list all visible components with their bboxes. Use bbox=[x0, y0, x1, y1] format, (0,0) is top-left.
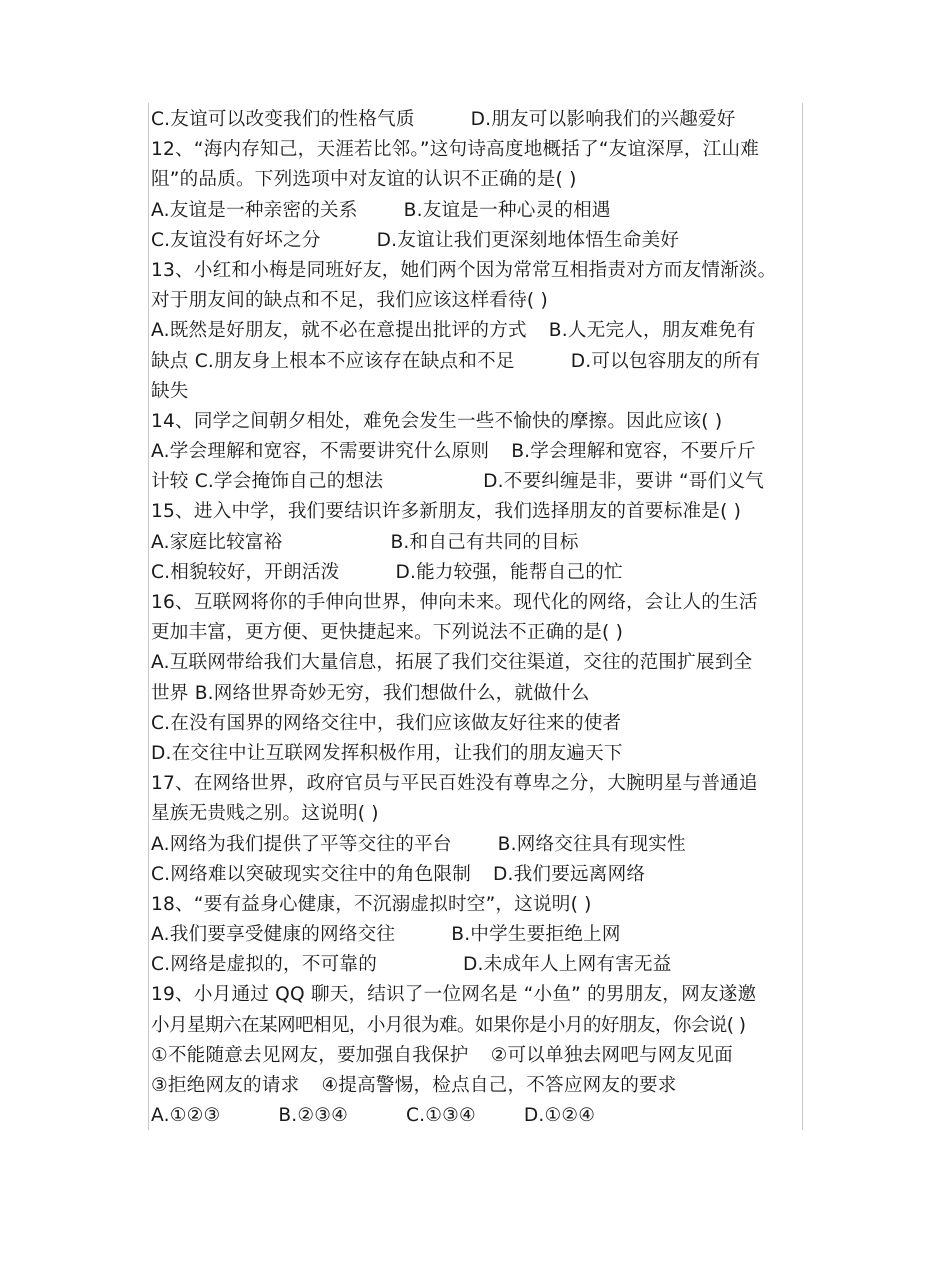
question-12-options-cd: C.友谊没有好坏之分 D.友谊让我们更深刻地体悟生命美好 bbox=[151, 229, 680, 251]
question-19-options: A.①②③ B.②③④ C.①③④ D.①②④ bbox=[151, 1105, 596, 1127]
text-line bbox=[151, 105, 803, 135]
question-19-stem-line-2: 小月星期六在某网吧相见，小月很为难。如果你是小月的好朋友，你会说( ) bbox=[151, 1014, 746, 1036]
question-16-option-c: C.在没有国界的网络交往中，我们应该做友好往来的使者 bbox=[151, 712, 622, 734]
question-14-options-line-1: A.学会理解和宽容，不需要讲究什么原则 B.学会理解和宽容，不要斤斤 bbox=[151, 441, 756, 463]
question-17-stem-line-2: 星族无贵贱之别。这说明( ) bbox=[151, 803, 379, 825]
question-18-stem: 18、“要有益身心健康，不沉溺虚拟时空”，这说明( ) bbox=[151, 893, 592, 915]
question-16-option-d: D.在交往中让互联网发挥积极作用，让我们的朋友遍天下 bbox=[151, 742, 623, 764]
question-19-statements-34: ③拒绝网友的请求 ④提高警惕，检点自己，不答应网友的要求 bbox=[151, 1075, 677, 1096]
question-13-stem-line-1: 13、小红和小梅是同班好友，她们两个因为常常互相指责对方而友情渐淡。 bbox=[151, 259, 777, 281]
question-13-options-line-2: 缺点 C.朋友身上根本不应该存在缺点和不足 D.可以包容朋友的所有 bbox=[151, 350, 761, 372]
question-12-stem-line-1: 12、“海内存知己，天涯若比邻。”这句诗高度地概括了“友谊深厚，江山难 bbox=[151, 139, 760, 161]
question-16-option-b: 世界 B.网络世界奇妙无穷，我们想做什么，就做什么 bbox=[151, 682, 590, 704]
option-d: D.朋友可以影响我们的兴趣爱好 bbox=[470, 109, 736, 130]
question-13-options-line-1: A.既然是好朋友，就不必在意提出批评的方式 B.人无完人，朋友难免有 bbox=[151, 320, 756, 342]
question-14-stem: 14、同学之间朝夕相处，难免会发生一些不愉快的摩擦。因此应该( ) bbox=[151, 410, 723, 432]
question-19-stem-line-1: 19、小月通过 QQ 聊天，结识了一位网名是 “小鱼” 的男朋友，网友遂邀 bbox=[151, 984, 757, 1006]
question-text-block bbox=[151, 105, 803, 1131]
question-17-options-cd: C.网络难以突破现实交往中的角色限制 D.我们要远离网络 bbox=[151, 863, 646, 885]
question-18-options-ab: A.我们要享受健康的网络交往 B.中学生要拒绝上网 bbox=[151, 924, 621, 946]
question-13-options-line-3: 缺失 bbox=[151, 380, 189, 402]
left-margin-rule bbox=[148, 103, 149, 1130]
question-19-statements-12: ①不能随意去见网友，要加强自我保护 ②可以单独去网吧与网友见面 bbox=[151, 1044, 733, 1066]
question-16-stem-line-2: 更加丰富，更方便、更快捷起来。下列说法不正确的是( ) bbox=[151, 622, 624, 644]
question-13-stem-line-2: 对于朋友间的缺点和不足，我们应该这样看待( ) bbox=[151, 290, 548, 312]
option-c: C.友谊可以改变我们的性格气质 bbox=[151, 109, 415, 130]
question-17-stem-line-1: 17、在网络世界，政府官员与平民百姓没有尊卑之分，大腕明星与普通追 bbox=[151, 773, 758, 795]
question-15-stem: 15、进入中学，我们要结识许多新朋友，我们选择朋友的首要标准是( ) bbox=[151, 501, 742, 523]
question-16-stem-line-1: 16、互联网将你的手伸向世界，伸向未来。现代化的网络，会让人的生活 bbox=[151, 592, 758, 613]
question-12-options-ab: A.友谊是一种亲密的关系 B.友谊是一种心灵的相遇 bbox=[151, 199, 611, 221]
question-12-stem-line-2: 阻”的品质。下列选项中对友谊的认识不正确的是( ) bbox=[151, 169, 577, 191]
question-15-options-cd: C.相貌较好，开朗活泼 D.能力较强，能帮自己的忙 bbox=[151, 561, 623, 583]
question-17-options-ab: A.网络为我们提供了平等交往的平台 B.网络交往具有现实性 bbox=[151, 833, 686, 855]
question-18-options-cd: C.网络是虚拟的，不可靠的 D.未成年人上网有害无益 bbox=[151, 954, 672, 976]
question-14-options-line-2: 计较 C.学会掩饰自己的想法 D.不要纠缠是非，要讲 “哥们义气 bbox=[151, 471, 765, 493]
question-16-option-a: A.互联网带给我们大量信息，拓展了我们交往渠道，交往的范围扩展到全 bbox=[151, 652, 753, 674]
question-15-options-ab: A.家庭比较富裕 B.和自己有共同的目标 bbox=[151, 531, 579, 553]
